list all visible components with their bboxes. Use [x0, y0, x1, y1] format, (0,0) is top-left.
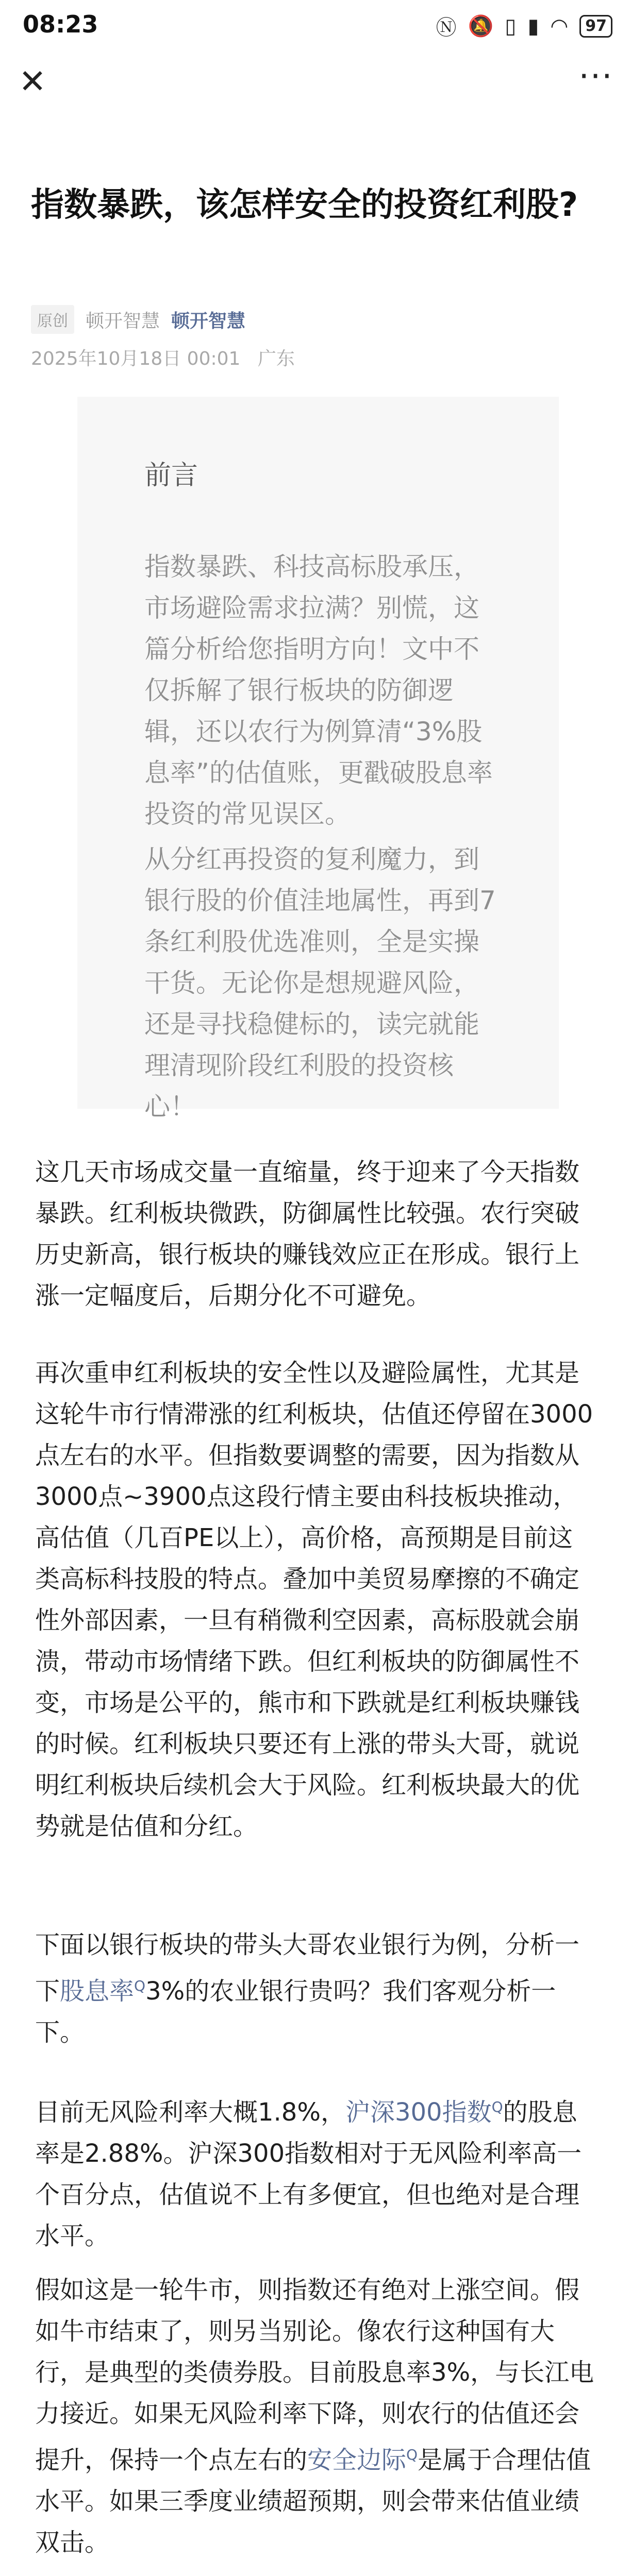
- signal-icon: ▮: [527, 14, 539, 38]
- author-name: 顿开智慧: [86, 310, 160, 332]
- nav-bar: [0, 47, 631, 125]
- publish-info: [31, 344, 295, 370]
- search-icon[interactable]: Q: [491, 2098, 503, 2115]
- paragraph-text: 3%的农业银行贵吗？我们客观分析一下。: [35, 1977, 556, 2047]
- foreword-paragraph-2: 从分红再投资的复利魔力，到银行股的价值洼地属性，再到7条红利股优选准则，全是实操干货。无论你是想规避风险，还是寻找稳健标的，读完就能理清现阶段红利股的投资核心！: [144, 844, 496, 1122]
- foreword-box: [77, 397, 559, 1122]
- nfc-icon: Ⓝ: [436, 16, 457, 40]
- status-time: 08:23: [23, 10, 98, 38]
- body-paragraph-5: [35, 2269, 597, 2563]
- body-paragraph-2: 再次重申红利板块的安全性以及避险属性，尤其是这轮牛市行情滞涨的红利板块，估值还停留在3000点左右的水平。但指数要调整的需要，因为指数从3000点~3900点这段行情主要由科技板块推动，高估值（几百PE以上），高价格，高预期是目前这类高标科技股的特点。叠加中美贸易摩擦的不确定性外部因素，一旦有稍微利空因素，高标股就会崩溃，带动市场情绪下跌。但红利板块的防御属性不变，市场是公平的，熊市和下跌就是红利板块赚钱的时候。红利板块只要还有上涨的带头大哥，就说明红利板块后续机会大于风险。红利板块最大的优势就是估值和分红。: [35, 1359, 593, 1841]
- vibrate-icon: ▯: [505, 14, 517, 38]
- more-icon[interactable]: ···: [578, 58, 613, 96]
- body-paragraph-3: [35, 1924, 597, 2053]
- body-paragraph-1: 这几天市场成交量一直缩量，终于迎来了今天指数暴跌。红利板块微跌，防御属性比较强。农行突破历史新高，银行板块的赚钱效应正在形成。银行上涨一定幅度后，后期分化不可避免。: [35, 1158, 580, 1310]
- publish-date: 2025年10月18日 00:01: [31, 348, 241, 369]
- body-paragraph-4: [35, 2087, 597, 2257]
- paragraph-text: 下面以银行板块的带头大哥农业银行为例，分析一下: [35, 1930, 580, 2006]
- article-meta: [31, 305, 245, 334]
- paragraph-text: 的股息率是2.88%。沪深300指数相对于无风险利率高一个百分点，估值说不上有多便宜，但也绝对是合理水平。: [35, 2098, 582, 2250]
- account-link[interactable]: 顿开智慧: [171, 310, 246, 332]
- status-icons: [436, 11, 613, 41]
- foreword-paragraph-1: 指数暴跌、科技高标股承压，市场避险需求拉满？别慌，这篇分析给您指明方向！文中不仅拆解了银行板块的防御逻辑，还以农行为例算清“3%股息率”的估值账，更戳破股息率投资的常见误区。: [144, 552, 493, 829]
- keyword-link-dividend-yield[interactable]: 股息率: [60, 1977, 135, 2006]
- wifi-icon: ◠: [550, 14, 569, 38]
- foreword-heading: 前言: [144, 460, 198, 491]
- article-title: 指数暴跌，该怎样安全的投资红利股?: [31, 186, 578, 224]
- original-tag: 原创: [31, 305, 74, 334]
- search-icon[interactable]: Q: [134, 1977, 146, 1994]
- close-icon[interactable]: ✕: [19, 63, 46, 101]
- status-bar: [0, 0, 631, 47]
- keyword-link-csi300[interactable]: 沪深300指数: [345, 2098, 492, 2127]
- search-icon[interactable]: Q: [406, 2446, 418, 2463]
- paragraph-text: 目前无风险利率大概1.8%，: [35, 2098, 345, 2127]
- paragraph-text: 是属于合理估值水平。如果三季度业绩超预期，则会带来估值业绩双击。: [35, 2446, 591, 2557]
- keyword-link-safety-margin[interactable]: 安全边际: [307, 2446, 407, 2475]
- paragraph-text: 假如这是一轮牛市，则指数还有绝对上涨空间。假如牛市结束了，则另当别论。像农行这种国有大行，是典型的类债券股。目前股息率3%，与长江电力接近。如果无风险利率下降，则农行的估值还会提升，保持一个点左右的: [35, 2276, 594, 2475]
- publish-location: 广东: [257, 348, 295, 369]
- battery-indicator: 97: [579, 15, 612, 38]
- mute-icon: 🔕: [468, 14, 494, 38]
